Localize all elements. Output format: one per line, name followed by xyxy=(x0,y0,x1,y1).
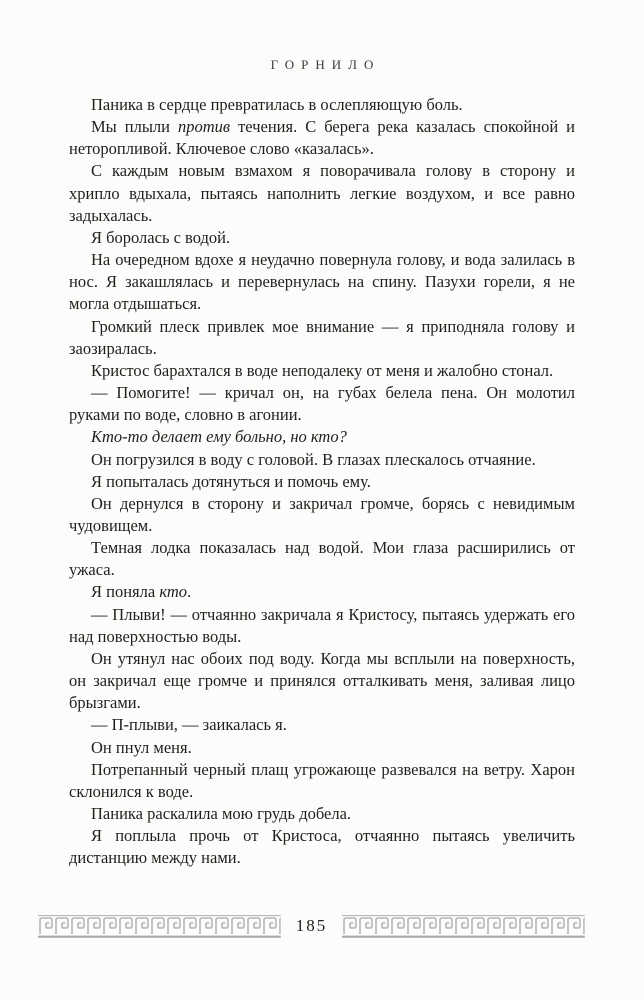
page-footer xyxy=(38,914,585,940)
paragraph: Паника раскалила мою грудь добела. xyxy=(91,804,352,823)
paragraph: С каждым новым взмахом я поворачивала голову в сторону и хрипло вдыхала, пытаясь наполнить легкие воздухом, и все равно задыхалась. xyxy=(69,161,575,225)
paragraph: Громкий плеск привлек мое внимание — я приподняла голову и заозиралась. xyxy=(69,316,575,358)
paragraph: Он утянул нас обоих под воду. Когда мы всплыли на поверхность, он закричал еще громче и принялся отталкивать меня, заливая лицо брызгами. xyxy=(69,648,575,713)
meander-ornament-left xyxy=(38,914,281,940)
paragraph: Потрепанный черный плащ угрожающе развевался на ветру. Харон склонился к воде. xyxy=(69,759,575,801)
meander-ornament-right xyxy=(342,914,585,940)
page-text xyxy=(69,94,575,869)
paragraph: Кто-то делает ему больно, но кто? xyxy=(91,427,347,447)
paragraph: — Помогите! — кричал он, на губах белела пена. Он молотил руками по воде, словно в агонии. xyxy=(69,383,575,425)
paragraph: Я боролась с водой. xyxy=(91,227,231,247)
paragraph: Он погрузился в воду с головой. В глазах плескалось отчаяние. xyxy=(91,449,536,469)
paragraph: Я поплыла прочь от Кристоса, отчаянно пытаясь увеличить дистанцию между нами. xyxy=(69,826,575,868)
paragraph: — Плыви! — отчаянно закричала я Кристосу, пытаясь удержать его над поверхностью воды. xyxy=(69,604,575,646)
running-header: ГОРНИЛО xyxy=(270,57,381,72)
paragraph: Он дернулся в сторону и закричал громче, борясь с невидимым чудовищем. xyxy=(69,493,575,535)
paragraph: Кристос барахтался в воде неподалеку от меня и жалобно стонал. xyxy=(91,360,554,380)
paragraph: Мы плыли против течения. С берега река казалась спокойной и неторопливой. Ключевое слово «казалась». xyxy=(69,117,575,159)
paragraph: Он пнул меня. xyxy=(91,737,192,757)
page-number: 185 xyxy=(295,916,328,935)
paragraph: Я попыталась дотянуться и помочь ему. xyxy=(91,471,371,491)
paragraph: На очередном вдохе я неудачно повернула голову, и вода залилась в нос. Я закашлялась и перевернулась на спину. Пазухи горели, я не могла отдышаться. xyxy=(69,250,575,314)
paragraph: Я поняла кто. xyxy=(91,582,192,602)
paragraph: Темная лодка показалась над водой. Мои глаза расширились от ужаса. xyxy=(69,538,575,580)
paragraph: Паника в сердце превратилась в ослепляющую боль. xyxy=(91,95,463,114)
paragraph: — П-плыви, — заикалась я. xyxy=(91,715,287,735)
